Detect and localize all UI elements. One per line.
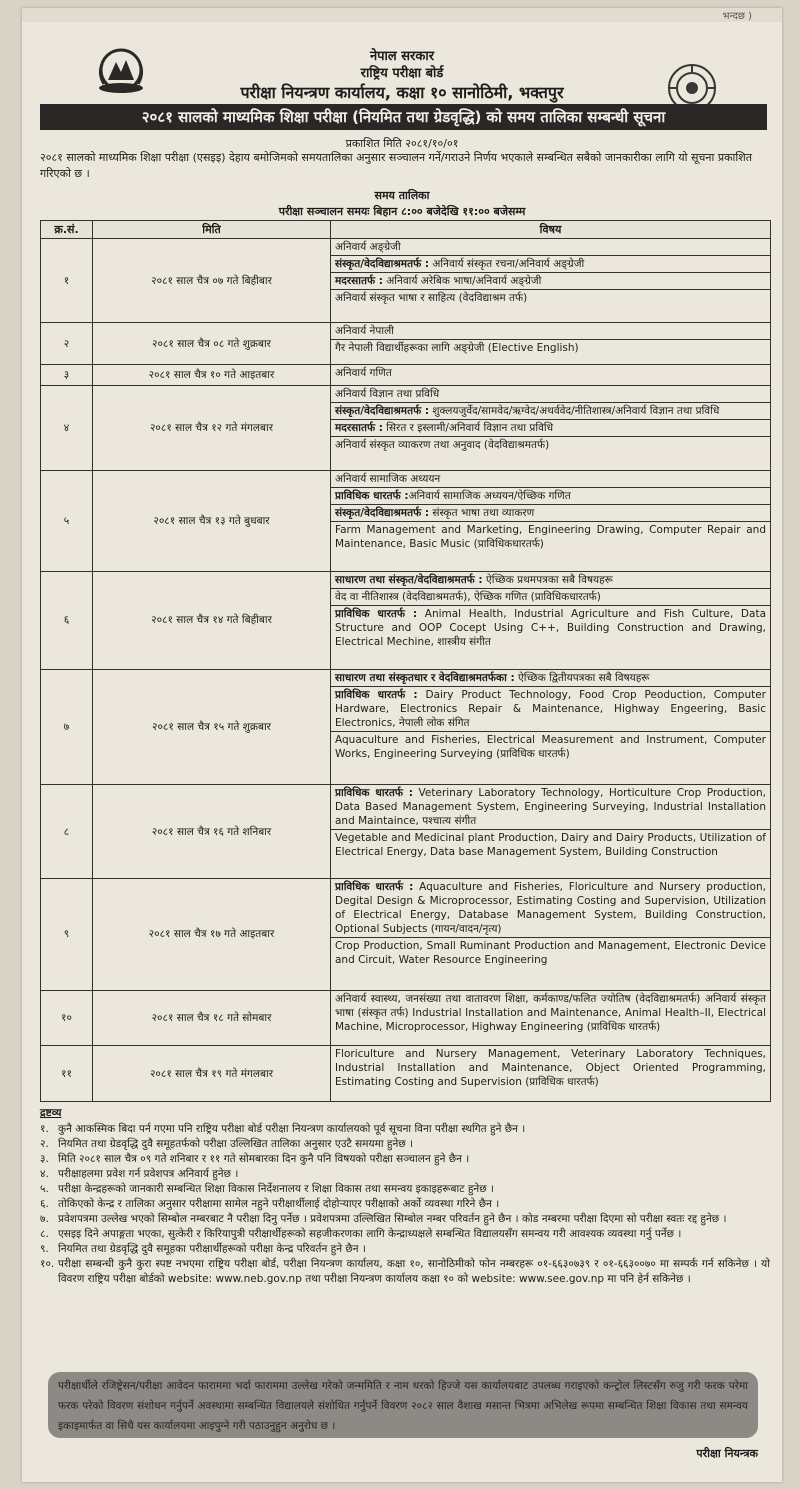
subject-text: संस्कृत भाषा तथा व्याकरण xyxy=(429,506,535,519)
row-date: २०८१ साल चैत्र १० गते आइतबार xyxy=(93,365,331,386)
subject-line xyxy=(331,403,770,420)
subject-text: Aquaculture and Fisheries, Electrical Measurement and Instrument, Computer Works, Engineering Surveying (प्राविधिक धारतर्फ) xyxy=(335,733,766,760)
stream-label: प्राविधिक धारतर्फ : xyxy=(335,881,414,894)
subject-line xyxy=(331,732,770,762)
note-text: तोकिएको केन्द्र र तालिका अनुसार परीक्षामा सामेल नहुने परीक्षार्थीलाई दोहोऱ्याएर परीक्षाको अर्को व्यवस्था गरिने छैन । xyxy=(58,1198,500,1210)
subject-text: अनिवार्य सामाजिक अध्ययन xyxy=(335,472,441,485)
row-subjects xyxy=(331,879,771,990)
note-item xyxy=(40,1197,770,1212)
note-text: एसइइ दिने अपाङ्गता भएका, सुत्केरी र किरियापुत्री परीक्षार्थीहरूको सहजीकरणका लागि केन्द्राध्यक्षले सम्बन्धित विद्यालयसँग समन्वय गरी आवश्यक व्यवस्था गर्नु पर्नेछ । xyxy=(58,1228,682,1240)
table-row xyxy=(41,784,771,878)
subject-text: अनिवार्य संस्कृत रचना/अनिवार्य अङ्ग्रेजी xyxy=(429,258,585,270)
subject-text: ऐच्छिक प्रथमपत्रका सबै विषयहरू xyxy=(482,574,613,587)
notes-section xyxy=(40,1106,770,1287)
subject-text: Aquaculture and Fisheries, Floriculture and Nursery production, Degital Design & Microprocessor, Estimating Costing and Supervision, Utilization of Electrical Energy, Database Management System, Building Construction, Optional Subjects (गायन/वादन/नृत्य) xyxy=(335,881,766,936)
note-text: मिति २०८१ साल चैत्र ०९ गते शनिबार र ११ गते सोमबारका दिन कुनै पनि विषयको परीक्षा सञ्चालन हुने छैन । xyxy=(58,1153,470,1165)
table-row xyxy=(41,669,771,784)
subject-text: अनिवार्य नेपाली xyxy=(335,325,394,338)
notes-list xyxy=(40,1122,770,1287)
subject-text: अनिवार्य गणित xyxy=(335,367,392,380)
row-subjects xyxy=(331,784,771,878)
note-number: ९. xyxy=(40,1243,49,1255)
row-date: २०८१ साल चैत्र ०८ गते शुक्रबार xyxy=(93,323,331,365)
row-date: २०८१ साल चैत्र १९ गते मंगलबार xyxy=(93,1046,331,1102)
subject-line xyxy=(331,785,770,830)
row-date: २०८१ साल चैत्र ०७ गते बिहीबार xyxy=(93,239,331,323)
registration-notice-box: परीक्षार्थीले रजिष्ट्रेसन/परीक्षा आवेदन फाराममा भर्दा फाराममा उल्लेख गरेको जन्ममिति र नाम थरको हिज्जे यस कार्यालयबाट उपलब्ध गराइएको कन्ट्रोल लिस्टसँग रुजु गरी फरक परेमा फरक परेको विवरण संशोधन गर्नुपर्ने अवस्थामा सम्बन्धित विद्यालयले संशोधित गर्नुपर्ने विवरण २०८२ साल वैशाख मसान्त भित्रमा अभिलेख रूपमा सम्बन्धित शिक्षा विकास तथा समन्वय इकाइमार्फत वा सिधै यस कार्यालयमा आइपुग्ने गरी पठाउनुहुन अनुरोध छ । xyxy=(48,1372,758,1438)
note-text: प्रवेशपत्रमा उल्लेख भएको सिम्बोल नम्बरबाट नै परीक्षा दिनु पर्नेछ । प्रवेशपत्रमा उल्लिखित सिम्बोल नम्बर परिवर्तन हुने छैन । कोड नम्बरमा परीक्षा दिएमा सो परीक्षा स्वतः रद्द हुनेछ । xyxy=(58,1213,727,1225)
row-subjects xyxy=(331,990,771,1046)
subject-text: Farm Management and Marketing, Engineering Drawing, Computer Repair and Maintenance, Basic Music (प्राविधिकधारतर्फ) xyxy=(335,523,766,550)
subject-line xyxy=(331,256,770,273)
subject-text: वेद वा नीतिशास्त्र (वेदविद्याश्रमतर्फ), ऐच्छिक गणित (प्राविधिकधारतर्फ) xyxy=(335,591,601,604)
table-row xyxy=(41,365,771,386)
board-name: राष्ट्रिय परीक्षा बोर्ड xyxy=(360,66,444,81)
subject-text: अनिवार्य संस्कृत व्याकरण तथा अनुवाद (वेदविद्याश्रमतर्फ) xyxy=(335,439,550,452)
subject-line xyxy=(331,471,770,488)
row-date: २०८१ साल चैत्र १७ गते आइतबार xyxy=(93,879,331,990)
stream-label: संस्कृत/वेदविद्याश्रमतर्फ : xyxy=(335,405,430,418)
subject-line xyxy=(331,290,770,306)
schedule-table xyxy=(40,220,771,1102)
subject-line xyxy=(331,687,770,732)
row-date: २०८१ साल चैत्र १८ गते सोमबार xyxy=(93,990,331,1046)
subject-text: गैर नेपाली विद्यार्थीहरूका लागि अङ्ग्रेजी (Elective English) xyxy=(335,342,579,355)
subject-line xyxy=(331,488,770,505)
row-serial: ७ xyxy=(41,669,93,784)
adjacent-ad-text: भन्दछ ) xyxy=(722,11,752,22)
subject-line xyxy=(331,879,770,938)
row-serial: ५ xyxy=(41,470,93,572)
column-header-sn: क्र.सं. xyxy=(41,221,93,239)
subject-text: Floriculture and Nursery Management, Veterinary Laboratory Techniques, Industrial Installation and Maintenance, Object Oriented Programming, Estimating Costing and Supervision (प्राविधिक धारतर्फ) xyxy=(335,1048,766,1089)
subject-line xyxy=(331,239,770,256)
row-date: २०८१ साल चैत्र १३ गते बुधबार xyxy=(93,470,331,572)
subject-line xyxy=(331,386,770,403)
table-row xyxy=(41,990,771,1046)
stream-label: प्राविधिक धारतर्फ : xyxy=(335,489,409,502)
note-number: ८. xyxy=(40,1228,49,1240)
row-subjects xyxy=(331,365,771,386)
row-date: २०८१ साल चैत्र १५ गते शुक्रबार xyxy=(93,669,331,784)
row-serial: ८ xyxy=(41,784,93,878)
stream-label: मदरसातर्फ : xyxy=(335,422,383,435)
note-item xyxy=(40,1257,770,1287)
stream-label: साधारण तथा संस्कृत/वेदविद्याश्रमतर्फ : xyxy=(335,574,483,587)
subject-text: Crop Production, Small Ruminant Production and Management, Electronic Device and Circuit, Water Resource Engineering xyxy=(335,940,766,967)
row-serial: ६ xyxy=(41,572,93,670)
note-text: परीक्षाहलमा प्रवेश गर्न प्रवेशपत्र अनिवार्य हुनेछ । xyxy=(58,1168,239,1180)
column-header-date: मिति xyxy=(93,221,331,239)
subject-text: Vegetable and Medicinal plant Production, Dairy and Dairy Products, Utilization of Electrical Energy, Data base Management System, Building Construction xyxy=(335,831,766,858)
row-subjects xyxy=(331,669,771,784)
subject-line xyxy=(331,830,770,860)
signature-title: परीक्षा नियन्त्रक xyxy=(696,1447,758,1460)
table-row xyxy=(41,323,771,365)
subject-text: अनिवार्य संस्कृत भाषा र साहित्य (वेदविद्याश्रम तर्फ) xyxy=(335,292,528,304)
note-text: नियमित तथा ग्रेडवृद्धि दुवै समूहतर्फको परीक्षा उल्लिखित तालिका अनुसार एउटै समयमा हुनेछ । xyxy=(58,1138,413,1150)
stream-label: संस्कृत/वेदविद्याश्रमतर्फ : xyxy=(335,258,430,270)
subject-line xyxy=(331,420,770,437)
stream-label: साधारण तथा संस्कृतधार र वेदविद्याश्रमतर्फका : xyxy=(335,671,515,684)
note-item xyxy=(40,1242,770,1257)
subject-text: अनिवार्य अङ्ग्रेजी xyxy=(335,241,401,253)
subject-line xyxy=(331,522,770,552)
note-text: कुनै आकस्मिक बिदा पर्न गएमा पनि राष्ट्रिय परीक्षा बोर्ड परीक्षा नियन्त्रण कार्यालयको पूर्व सूचना विना परीक्षा स्थगित हुने छैन । xyxy=(58,1123,526,1135)
subject-line xyxy=(331,505,770,522)
table-row xyxy=(41,572,771,670)
note-number: ५. xyxy=(40,1183,49,1195)
subject-line xyxy=(331,991,770,1035)
note-item xyxy=(40,1167,770,1182)
note-number: ६. xyxy=(40,1198,49,1210)
subject-text: अनिवार्य अरेबिक भाषा/अनिवार्य अङ्ग्रेजी xyxy=(382,275,542,287)
subject-text: अनिवार्य स्वास्थ्य, जनसंख्या तथा वातावरण शिक्षा, कर्मकाण्ड/फलित ज्योतिष (वेदविद्याश्रमतर्फ) अनिवार्य संस्कृत भाषा (संस्कृत तर्फ) Industrial Installation and Maintenance, Animal Health–II, Electrical Machine, Microprocessor, Highway Engineering (प्राविधिक धारतर्फ) xyxy=(335,992,766,1033)
table-row xyxy=(41,470,771,572)
row-subjects xyxy=(331,572,771,670)
stream-label: प्राविधिक धारतर्फ : xyxy=(335,688,418,701)
stream-label: प्राविधिक धारतर्फ : xyxy=(335,608,418,621)
subject-text: Animal Health, Industrial Agriculture and Fish Culture, Data Structure and OOP Cocept Using C++, Building Construction and Drawing, Electrical Mechine, शास्त्रीय संगीत xyxy=(335,608,766,649)
note-number: १. xyxy=(40,1123,49,1135)
stream-label: संस्कृत/वेदविद्याश्रमतर्फ : xyxy=(335,506,430,519)
row-date: २०८१ साल चैत्र १२ गते मंगलबार xyxy=(93,386,331,470)
row-serial: १ xyxy=(41,239,93,323)
table-header-row xyxy=(41,221,771,239)
note-item xyxy=(40,1137,770,1152)
row-date: २०८१ साल चैत्र १४ गते बिहीबार xyxy=(93,572,331,670)
note-number: ७. xyxy=(40,1213,49,1225)
table-row xyxy=(41,1046,771,1102)
subject-line xyxy=(331,589,770,606)
government-name: नेपाल सरकार xyxy=(369,49,435,64)
note-item xyxy=(40,1182,770,1197)
row-serial: ११ xyxy=(41,1046,93,1102)
subject-line xyxy=(331,323,770,340)
subject-line xyxy=(331,1046,770,1090)
intro-paragraph: २०८१ सालको माध्यमिक शिक्षा परीक्षा (एसइइ) देहाय बमोजिमको समयतालिका अनुसार सञ्चालन गर्ने/गराउने निर्णय भएकाले सम्बन्धित सबैको जानकारीका लागि यो सूचना प्रकाशित गरिएको छ । xyxy=(40,151,753,180)
table-row xyxy=(41,239,771,323)
subject-text: ऐच्छिक द्वितीयपत्रका सबै विषयहरू xyxy=(514,671,650,684)
row-subjects xyxy=(331,386,771,470)
subject-text: Dairy Product Technology, Food Crop Peoduction, Computer Hardware, Electronics Repair & Maintenance, Highway Engeering, Basic Electronics, नेपाली लोक संगित xyxy=(335,688,766,729)
table-row xyxy=(41,386,771,470)
row-subjects xyxy=(331,1046,771,1102)
subject-line xyxy=(331,670,770,687)
table-title: समय तालिका xyxy=(374,189,430,202)
table-row xyxy=(41,879,771,990)
notice-title: २०८१ सालको माध्यमिक शिक्षा परीक्षा (नियमित तथा ग्रेडवृद्धि) को समय तालिका सम्बन्धी सूचना xyxy=(40,104,767,130)
row-subjects xyxy=(331,470,771,572)
subject-line xyxy=(331,606,770,650)
row-serial: २ xyxy=(41,323,93,365)
subject-line xyxy=(331,572,770,589)
note-item xyxy=(40,1212,770,1227)
subject-text: Veterinary Laboratory Technology, Horticulture Crop Production, Data Based Management System, Engineering Surveying, Industrial Installation and Maintaince, पश्चात्य संगीत xyxy=(335,786,766,827)
note-number: ३. xyxy=(40,1153,49,1165)
subject-line xyxy=(331,437,770,453)
subject-line xyxy=(331,273,770,290)
subject-text: सिरत र इस्लामी/अनिवार्य विज्ञान तथा प्रविधि xyxy=(382,422,554,435)
row-serial: ९ xyxy=(41,879,93,990)
stream-label: प्राविधिक धारतर्फ : xyxy=(335,786,413,799)
subject-line xyxy=(331,340,770,356)
exam-time: परीक्षा सञ्चालन समयः बिहान ८:०० बजेदेखि ११:०० बजेसम्म xyxy=(278,205,526,218)
subject-line xyxy=(331,365,770,381)
note-text: परीक्षा केन्द्रहरूको जानकारी सम्बन्धित शिक्षा विकास निर्देशनालय र शिक्षा विकास तथा समन्वय इकाइहरूबाट हुनेछ । xyxy=(58,1183,494,1195)
row-date: २०८१ साल चैत्र १६ गते शनिबार xyxy=(93,784,331,878)
notes-title: द्रष्टव्य xyxy=(40,1107,62,1119)
notice-page xyxy=(22,8,782,1482)
published-date: प्रकाशित मिति २०८१/१०/०१ xyxy=(345,137,459,150)
note-item xyxy=(40,1152,770,1167)
row-serial: ४ xyxy=(41,386,93,470)
office-name: परीक्षा नियन्त्रण कार्यालय, कक्षा १० सानोठिमी, भक्तपुर xyxy=(240,83,564,102)
row-serial: ३ xyxy=(41,365,93,386)
row-subjects xyxy=(331,323,771,365)
note-item xyxy=(40,1122,770,1137)
column-header-subject: विषय xyxy=(331,221,771,239)
note-number: ४. xyxy=(40,1168,49,1180)
row-subjects xyxy=(331,239,771,323)
note-text: परीक्षा सम्बन्धी कुनै कुरा स्पष्ट नभएमा राष्ट्रिय परीक्षा बोर्ड, परीक्षा नियन्त्रण कार्यालय, कक्षा १०, सानोठिमीको फोन नम्बरहरू ०१-६६३०७३९ र ०१-६६३००७० मा सम्पर्क गर्न सकिनेछ । यो विवरण राष्ट्रिय परीक्षा बोर्डको website: www.neb.gov.np तथा परीक्षा नियन्त्रण कार्यालय कक्षा १० को website: www.see.gov.np मा पनि हेर्न सकिनेछ । xyxy=(58,1258,770,1285)
adjacent-ad-strip xyxy=(22,8,782,22)
note-number: २. xyxy=(40,1138,49,1150)
note-item xyxy=(40,1227,770,1242)
row-serial: १० xyxy=(41,990,93,1046)
subject-text: अनिवार्य विज्ञान तथा प्रविधि xyxy=(335,388,440,401)
note-number: १०. xyxy=(40,1258,55,1270)
note-text: नियमित तथा ग्रेडवृद्धि दुवै समूहका परीक्षार्थीहरूको परीक्षा केन्द्र परिवर्तन हुने छैन । xyxy=(58,1243,366,1255)
subject-line xyxy=(331,938,770,968)
subject-text: शुक्लयजुर्वेद/सामवेद/ऋग्वेद/अथर्ववेद/नीतिशास्त्र/अनिवार्य विज्ञान तथा प्रविधि xyxy=(429,405,720,418)
stream-label: मदरसातर्फ : xyxy=(335,275,383,287)
subject-text: अनिवार्य सामाजिक अध्ययन/ऐच्छिक गणित xyxy=(408,489,571,502)
